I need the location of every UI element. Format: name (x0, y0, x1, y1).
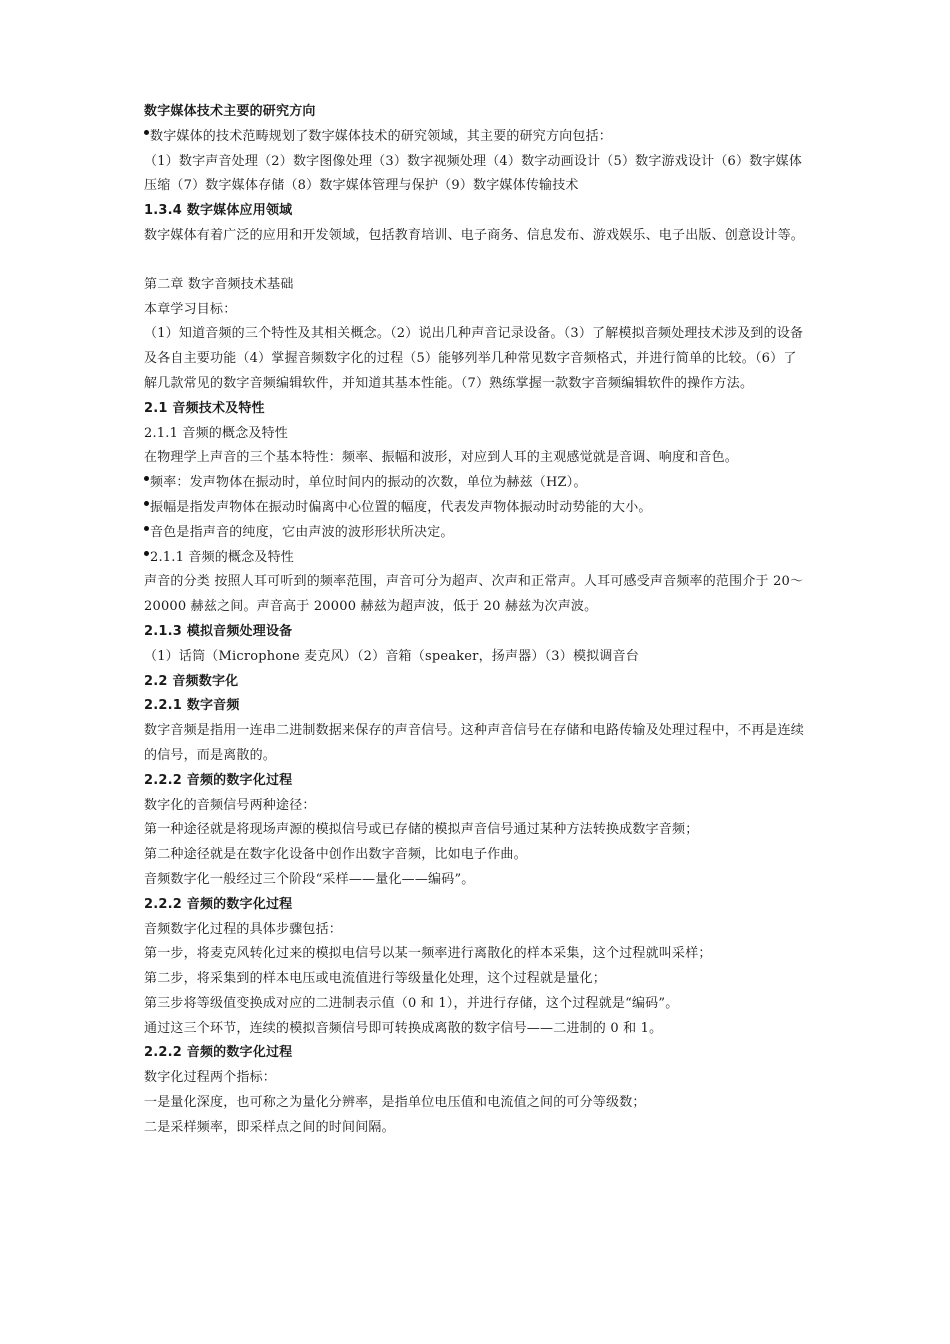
line-text: 通过这三个环节，连续的模拟音频信号即可转换成离散的数字信号——二进制的 0 和 1。 (144, 1020, 663, 1036)
bullet-dot-icon (144, 130, 149, 135)
line-text: 2.1 音频技术及特性 (144, 400, 265, 416)
bullet-dot-icon (144, 551, 149, 556)
line-text: 2.2.2 音频的数字化过程 (144, 896, 293, 912)
body-text (144, 570, 808, 620)
section-heading (144, 620, 808, 645)
line-text: （1）数字声音处理（2）数字图像处理（3）数字视频处理（4）数字动画设计（5）数字游戏设计（6）数字媒体压缩（7）数字媒体存储（8）数字媒体管理与保护（9）数字媒体传输技术 (144, 153, 803, 194)
body-text (144, 1091, 808, 1116)
line-text: 2.1.3 模拟音频处理设备 (144, 623, 293, 639)
document-page (144, 100, 808, 1141)
line-text: 2.1.1 音频的概念及特性 (150, 549, 295, 565)
section-heading (144, 670, 808, 695)
line-text: 音频数字化一般经过三个阶段“采样——量化——编码”。 (144, 871, 475, 887)
line-text: 第一种途径就是将现场声源的模拟信号或已存储的模拟声音信号通过某种方法转换成数字音频； (144, 822, 699, 838)
line-text: 数字媒体有着广泛的应用和开发领域，包括教育培训、电子商务、信息发布、游戏娱乐、电子出版、创意设计等。 (144, 227, 805, 243)
bullet-dot-icon (144, 526, 149, 531)
line-text: 2.1.1 音频的概念及特性 (144, 425, 289, 441)
section-heading (144, 694, 808, 719)
body-text (144, 150, 808, 200)
body-text (144, 1017, 808, 1042)
line-text: （1）话筒（Microphone 麦克风）（2）音箱（speaker，扬声器）（3）模拟调音台 (144, 648, 639, 664)
line-text: 振幅是指发声物体在振动时偏离中心位置的幅度，代表发声物体振动时动势能的大小。 (150, 499, 652, 515)
body-text (144, 322, 808, 396)
line-text: 音色是指声音的纯度，它由声波的波形形状所决定。 (150, 524, 454, 540)
section-heading (144, 199, 808, 224)
section-heading (144, 397, 808, 422)
body-text (144, 818, 808, 843)
body-text (144, 446, 808, 471)
body-text (144, 942, 808, 967)
line-text: 音频数字化过程的具体步骤包括： (144, 921, 343, 937)
body-text (144, 422, 808, 447)
bullet-dot-icon (144, 476, 149, 481)
line-text: （1）知道音频的三个特性及其相关概念。（2）说出几种声音记录设备。（3）了解模拟音频处理技术涉及到的设备及各自主要功能（4）掌握音频数字化的过程（5）能够列举几种常见数字音频格式，并进行简单的比较。（6）了解几款常见的数字音频编辑软件，并知道其基本性能。（7）熟练掌握一款数字音频编辑软件的操作方法。 (144, 326, 804, 391)
section-heading (144, 893, 808, 918)
section-heading (144, 100, 808, 125)
paragraph-gap (144, 249, 808, 273)
body-text (144, 868, 808, 893)
body-text (144, 224, 808, 249)
line-text: 数字媒体的技术范畴规划了数字媒体技术的研究领域，其主要的研究方向包括： (150, 128, 613, 144)
body-text (144, 298, 808, 323)
line-text: 第三步将等级值变换成对应的二进制表示值（0 和 1），并进行存储，这个过程就是“编码”。 (144, 995, 679, 1011)
body-text (144, 794, 808, 819)
bullet-dot-icon (144, 501, 149, 506)
bullet-item (144, 546, 808, 571)
bullet-item (144, 471, 808, 496)
line-text: 第二章 数字音频技术基础 (144, 276, 294, 292)
bullet-item (144, 125, 808, 150)
line-text: 一是量化深度，也可称之为量化分辨率，是指单位电压值和电流值之间的可分等级数； (144, 1095, 646, 1111)
body-text (144, 273, 808, 298)
section-heading (144, 1041, 808, 1066)
line-text: 声音的分类 按照人耳可听到的频率范围，声音可分为超声、次声和正常声。人耳可感受声音频率的范围介于 20～20000 赫兹之间。声音高于 20000 赫兹为超声波，低于 20 赫兹为次声波。 (144, 574, 804, 615)
body-text (144, 992, 808, 1017)
line-text: 第二种途径就是在数字化设备中创作出数字音频，比如电子作曲。 (144, 847, 527, 863)
line-text: 在物理学上声音的三个基本特性：频率、振幅和波形，对应到人耳的主观感觉就是音调、响度和音色。 (144, 450, 739, 466)
line-text: 2.2 音频数字化 (144, 673, 239, 689)
body-text (144, 843, 808, 868)
body-text (144, 645, 808, 670)
line-text: 数字化的音频信号两种途径： (144, 797, 316, 813)
line-text: 二是采样频率，即采样点之间的时间间隔。 (144, 1119, 395, 1135)
line-text: 2.2.2 音频的数字化过程 (144, 772, 293, 788)
line-text: 本章学习目标： (144, 301, 237, 317)
line-text: 数字媒体技术主要的研究方向 (144, 104, 316, 119)
line-text: 2.2.2 音频的数字化过程 (144, 1045, 293, 1061)
body-text (144, 1066, 808, 1091)
body-text (144, 1116, 808, 1141)
body-text (144, 918, 808, 943)
line-text: 数字化过程两个指标： (144, 1070, 277, 1086)
body-text (144, 967, 808, 992)
body-text (144, 719, 808, 769)
line-text: 频率：发声物体在振动时，单位时间内的振动的次数，单位为赫兹（HZ）。 (150, 475, 587, 491)
line-text: 第二步，将采集到的样本电压或电流值进行等级量化处理，这个过程就是量化； (144, 971, 607, 987)
line-text: 第一步，将麦克风转化过来的模拟电信号以某一频率进行离散化的样本采集，这个过程就叫采样； (144, 946, 712, 962)
section-heading (144, 769, 808, 794)
line-text: 1.3.4 数字媒体应用领域 (144, 203, 293, 219)
line-text: 2.2.1 数字音频 (144, 698, 240, 714)
bullet-item (144, 521, 808, 546)
line-text: 数字音频是指用一连串二进制数据来保存的声音信号。这种声音信号在存储和电路传输及处理过程中，不再是连续的信号，而是离散的。 (144, 723, 805, 763)
bullet-item (144, 496, 808, 521)
